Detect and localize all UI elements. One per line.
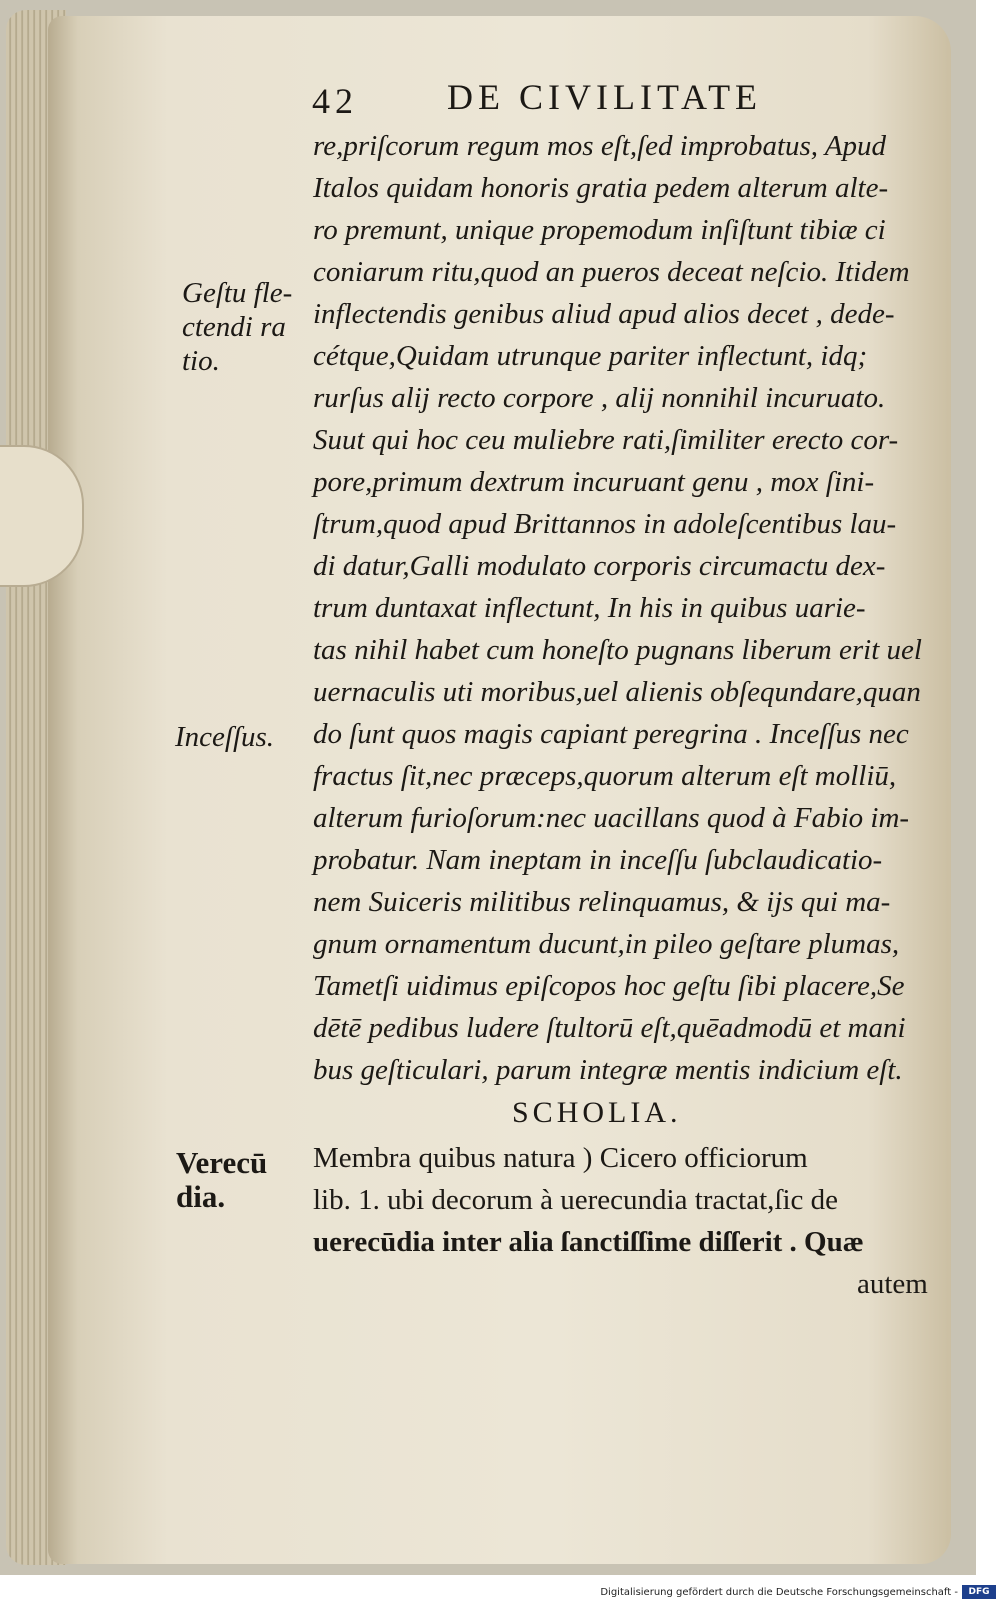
scholia-line: Membra quibus natura ) Cicero officiorum xyxy=(313,1142,808,1174)
text-line: dētē pedibus ludere ſtultorū eſt,quēadmodū et mani xyxy=(313,1012,906,1044)
text-line: trum duntaxat inflectunt, In his in quibus uarie- xyxy=(313,592,866,624)
text-line: bus geſticulari, parum integræ mentis indicium eſt. xyxy=(313,1054,903,1086)
text-line: fractus ſit,nec præceps,quorum alterum eſt molliū, xyxy=(313,760,897,792)
text-line: Suut qui hoc ceu muliebre rati,ſimiliter erecto cor- xyxy=(313,424,899,456)
marginal-note-verecundia: Verecū dia. xyxy=(176,1145,268,1214)
text-line: ro premunt, unique propemodum inſiſtunt tibiæ ci xyxy=(313,214,886,246)
scholia-heading: SCHOLIA. xyxy=(512,1096,682,1129)
text-line: uernaculis uti moribus,uel alienis obſequndare,quan xyxy=(313,676,921,708)
scholia-line: uerecūdia inter alia ſanctiſſime diſſerit . Quæ xyxy=(313,1226,864,1258)
text-line: rurſus alij recto corpore , alij nonnihil incuruato. xyxy=(313,382,886,414)
running-title: DE CIVILITATE xyxy=(447,77,763,117)
catchword: autem xyxy=(857,1268,928,1300)
text-line: nem Suiceris militibus relinquamus, & ijs qui ma- xyxy=(313,886,891,918)
text-line: tas nihil habet cum honeſto pugnans liberum erit uel xyxy=(313,634,922,666)
text-line: pore,primum dextrum incuruant genu , mox ſini- xyxy=(313,466,875,498)
text-line: alterum furioſorum:nec uacillans quod à Fabio im- xyxy=(313,802,910,834)
marginal-note-incessus: Inceſſus. xyxy=(175,721,275,753)
text-line: gnum ornamentum ducunt,in pileo geſtare plumas, xyxy=(313,928,900,960)
text-line: Italos quidam honoris gratia pedem alterum alte- xyxy=(313,172,889,204)
text-line: di datur,Galli modulato corporis circumactu dex- xyxy=(313,550,886,582)
text-line: inflectendis genibus aliud apud alios decet , dede- xyxy=(313,298,895,330)
marginal-note-genu: Geſtu fle- ctendi ra tio. xyxy=(182,277,293,377)
dfg-logo: DFG xyxy=(962,1585,996,1599)
text-line: Tametſi uidimus epiſcopos hoc geſtu ſibi placere,Se xyxy=(313,970,905,1002)
text-line: cétque,Quidam utrunque pariter inflectunt, idq; xyxy=(313,340,868,372)
page-number: 42 xyxy=(312,81,358,121)
funding-credit: Digitalisierung gefördert durch die Deutsche Forschungsgemeinschaft - xyxy=(600,1587,958,1598)
text-line: probatur. Nam ineptam in inceſſu ſubclaudicatio- xyxy=(313,844,883,876)
text-line: ſtrum,quod apud Brittannos in adoleſcentibus lau- xyxy=(313,508,897,540)
scholia-line: lib. 1. ubi decorum à uerecundia tractat,ſic de xyxy=(313,1184,839,1216)
text-line: do ſunt quos magis capiant peregrina . Inceſſus nec xyxy=(313,718,909,750)
text-line: coniarum ritu,quod an pueros deceat neſcio. Itidem xyxy=(313,256,910,288)
text-line: re,priſcorum regum mos eſt,ſed improbatus, Apud xyxy=(313,130,886,162)
